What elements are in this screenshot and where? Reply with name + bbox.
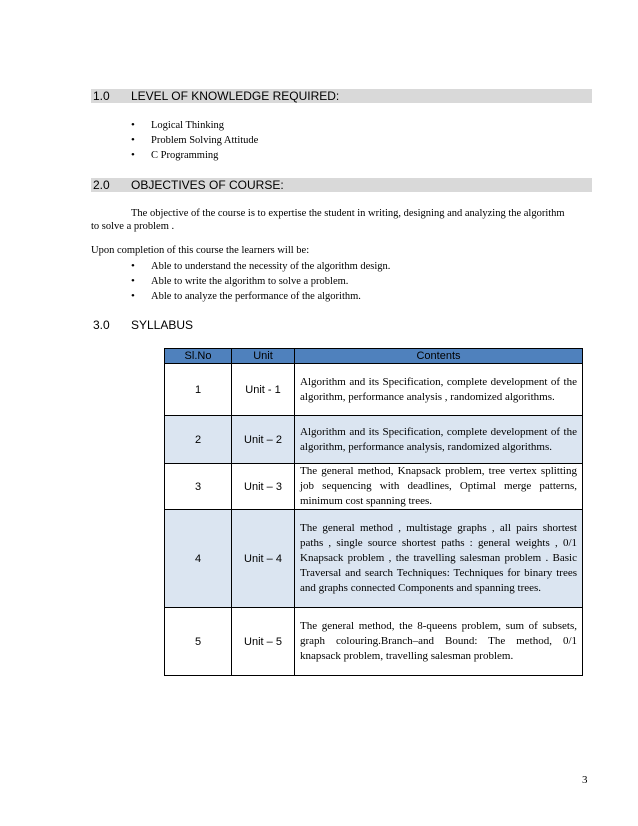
- cell-unit: Unit – 4: [232, 510, 295, 608]
- table-row: [165, 364, 583, 416]
- header-contents: Contents: [295, 349, 583, 364]
- cell-slno: 4: [165, 510, 232, 608]
- section-heading-2: [91, 178, 592, 192]
- cell-contents: Algorithm and its Specification, complete development of the algorithm, performance analysis, randomized algorithms.: [295, 416, 583, 464]
- list-item: • Able to analyze the performance of the algorithm.: [131, 289, 390, 304]
- cell-contents: The general method, the 8-queens problem, sum of subsets, graph colouring.Branch–and Bound: The method, 0/1 knapsack problem, travelling salesman problem.: [295, 608, 583, 676]
- list-item: • C Programming: [131, 148, 258, 163]
- cell-slno: 3: [165, 464, 232, 510]
- section-number: 2.0: [93, 178, 110, 192]
- table-row: [165, 608, 583, 676]
- list-item: • Able to understand the necessity of the algorithm design.: [131, 259, 390, 274]
- section-number: 3.0: [93, 318, 110, 332]
- section-title: LEVEL OF KNOWLEDGE REQUIRED:: [131, 89, 340, 103]
- cell-slno: 2: [165, 416, 232, 464]
- cell-slno: 1: [165, 364, 232, 416]
- section-title: SYLLABUS: [131, 318, 194, 332]
- cell-contents: The general method, Knapsack problem, tree vertex splitting job sequencing with deadlines, Optimal merge patterns, minimum cost spanning trees.: [295, 464, 583, 510]
- cell-unit: Unit – 5: [232, 608, 295, 676]
- section-number: 1.0: [93, 89, 110, 103]
- table-row: [165, 416, 583, 464]
- table-row: [165, 510, 583, 608]
- table-row: [165, 464, 583, 510]
- list-item: • Problem Solving Attitude: [131, 133, 258, 148]
- objective-paragraph-line2: to solve a problem .: [91, 221, 175, 232]
- table-header-row: [165, 349, 583, 364]
- section-heading-3: [91, 317, 592, 333]
- knowledge-list: [131, 118, 258, 163]
- header-unit: Unit: [232, 349, 295, 364]
- list-item: • Able to write the algorithm to solve a problem.: [131, 274, 390, 289]
- completion-intro: Upon completion of this course the learners will be:: [91, 245, 310, 256]
- list-item: • Logical Thinking: [131, 118, 258, 133]
- cell-unit: Unit – 3: [232, 464, 295, 510]
- section-heading-1: [91, 89, 592, 103]
- outcomes-list: [131, 259, 390, 304]
- cell-contents: The general method , multistage graphs , all pairs shortest paths , single source shortest paths : general weights , 0/1 Knapsack problem , the travelling salesman problem . Basic Traversal and search Techniques: Techniques for binary trees and graphs connected Components and spanning trees.: [295, 510, 583, 608]
- cell-unit: Unit – 2: [232, 416, 295, 464]
- objective-paragraph-line1: The objective of the course is to expertise the student in writing, designing and analyzing the algorithm: [131, 208, 565, 219]
- syllabus-table: [164, 348, 583, 676]
- header-slno: Sl.No: [165, 349, 232, 364]
- section-title: OBJECTIVES OF COURSE:: [131, 178, 284, 192]
- cell-contents: Algorithm and its Specification, complete development of the algorithm, performance analysis , randomized algorithms.: [295, 364, 583, 416]
- cell-unit: Unit - 1: [232, 364, 295, 416]
- cell-slno: 5: [165, 608, 232, 676]
- page-number: 3: [582, 774, 588, 786]
